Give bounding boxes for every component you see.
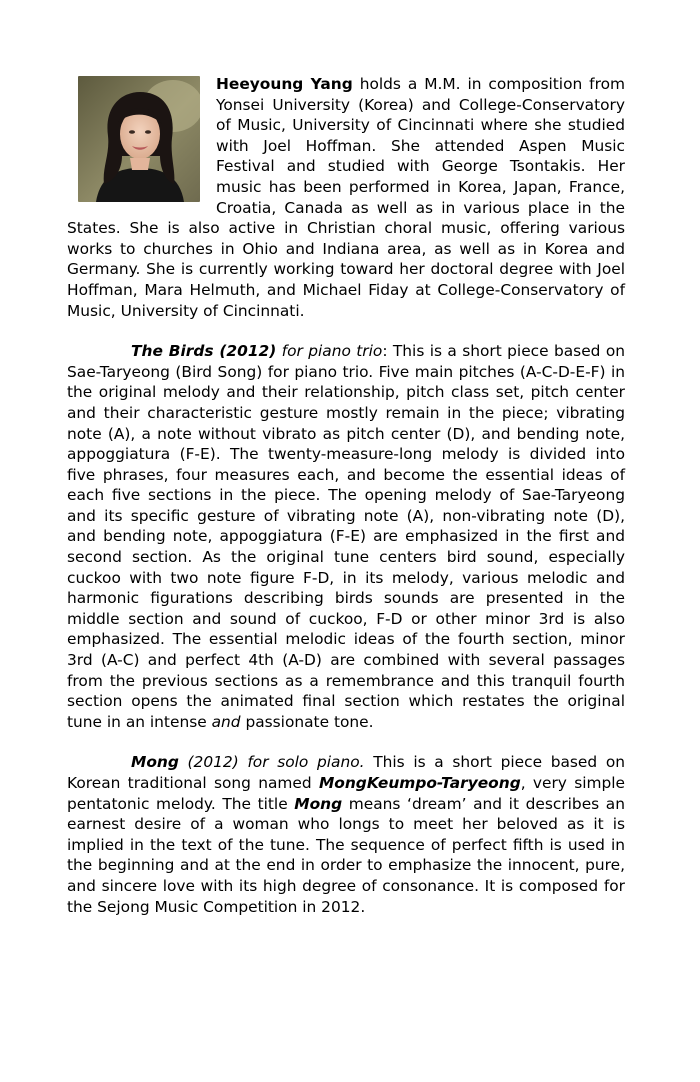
birds-note [67,341,625,732]
mong-title: Mong [131,753,179,772]
birds-title: The Birds (2012) [131,342,277,361]
birds-text: : This is a short piece based on Sae-Taryeong (Bird Song) for piano trio. Five main pitches (A-C-D-E-F) in the original melody and their relationship, pitch class set, pitch center and their characteristic gesture mostly remain in the piece; vibrating note (A), a note without vibrato as pitch center (D), and bending note, appoggiatura (F-E). The twenty-measure-long melody is divided into five phrases, four measures each, and become the essential ideas of each five sections in the piece. The opening melody of Sae-Taryeong and its specific gesture of vibrating note (A), non-vibrating note (D), and bending note, appoggiatura (F-E) are emphasized in the first and second section. As the original tune centers bird sound, especially cuckoo with two note figure F-D, in its melody, various melodic and harmonic figurations describing birds sounds are presented in the middle section and sound of cuckoo, F-D or other minor 3rd is also emphasized. The essential melodic ideas of the fourth section, minor 3rd (A-C) and perfect 4th (A-D) are combined with several passages from the previous sections as a remembrance and this tranquil fourth section opens the animated final section which restates the original tune in an intense [67,342,625,731]
birds-emphasis: and [211,712,241,731]
mong-song-title: MongKeumpo-Taryeong [318,774,521,792]
composer-portrait [78,76,200,202]
composer-name: Heeyoung Yang [216,75,353,93]
program-notes-page [67,74,625,917]
mong-text-3: means ‘dream’ and it describes an earnest desire of a woman who longs to meet her beloved as it is implied in the text of the tune. The sequence of perfect fifth is used in the beginning and at the end in order to emphasize the innocent, pure, and sincere love with its high degree of consonance. It is composed for the Sejong Music Competition in 2012. [67,794,625,916]
birds-instrumentation: for piano trio [276,342,383,361]
mong-word: Mong [294,794,343,813]
mong-instrumentation: (2012) for solo piano. [178,753,365,772]
mong-text-2: , very simple pentatonic melody. The title [67,774,626,813]
mong-text-1: This is a short piece based on Korean traditional song named [67,753,626,792]
bio-text: holds a M.M. in composition from Yonsei University (Korea) and College-Conservatory of Music, University of Cincinnati where she studied with Joel Hoffman. She attended Aspen Music Festival and studied with George Tsontakis. Her music has been performed in Korea, Japan, France, Croatia, Canada as well as in various place in the States. She is also active in Christian choral music, offering various works to churches in Ohio and Indiana area, as well as in Korea and Germany. She is currently working toward her doctoral degree with Joel Hoffman, Mara Helmuth, and Michael Fiday at College-Conservatory of Music, University of Cincinnati. [67,75,625,320]
mong-note [67,752,625,917]
birds-tail: passionate tone. [240,712,374,731]
